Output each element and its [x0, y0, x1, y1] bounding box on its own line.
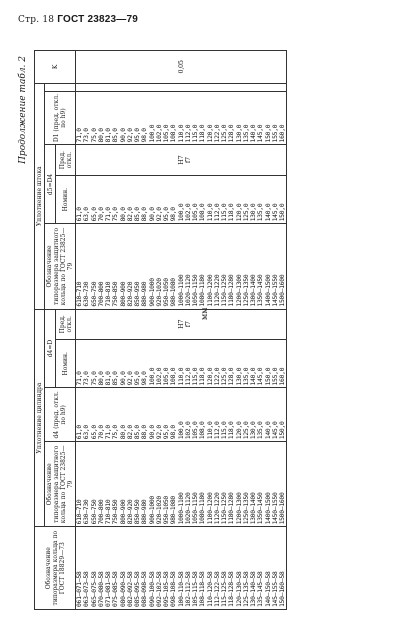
col-d5-tolerance: Пред. откл.	[56, 145, 76, 175]
cell-spacer	[76, 83, 287, 91]
col-k: K	[35, 51, 76, 84]
spacer-cell	[45, 83, 76, 91]
col-d4: d4 (пред. откл. по h9)	[45, 388, 76, 442]
cell-designation: 061—071—58 063—073—58 065—075—58 070—080—58 071—081—58 075—085—58 080—090—58 082—092—58 085—095—58 088—098—58 090—100—58 092—102—58 095—105—58 098—108—58 100—110—58 102—112—58 105—115—58 108—118—58 110—120—58 112—122—58 115—125—58 118—128—58 120—130—58 125—135—58 130—140—58 135—145—58 140—150—58 145—155—58 150—160—58	[76, 527, 287, 610]
cell-d5-nominal: 61,0 63,0 65,0 70,0 71,0 75,0 80,0 82,0 85,0 88,0 90,0 92,0 95,0 98,0 100,0 102,0 105,0 108,0 110,0 112,0 115,0 118,0 120,0 125,0 130,0 135,0 140,0 145,0 150,0	[76, 175, 287, 223]
cell-rod-protective: 610—710 630—730 650—750 700—800 710—810 750—850 800—900 820—920 850—950 880—980 900—1000 920—1020 950—1050 980—1080 1000—1100 1020—1120 1050—1150 1080—1180 1100—1200 1120—1220 1150—1250 1180—1280 1200—1300 1250—1350 1300—1400 1350—1450 1400—1500 1450—1550 1500—1600	[76, 224, 287, 309]
col-d4-tolerance: Пред. откл.	[56, 309, 76, 339]
col-cyl-protective: Обозначение типоразмера защитного кольца по ГОСТ 23825—79	[45, 442, 76, 527]
page-header	[18, 14, 138, 25]
standard-code: ГОСТ 23823—79	[57, 14, 138, 25]
col-d1: D1 (пред. откл. по h9)	[45, 91, 76, 145]
group-cylinder: Уплотнение цилиндра	[35, 309, 45, 527]
dimensions-table	[34, 50, 287, 610]
col-d4-eq-d: d4=D	[45, 309, 56, 388]
col-designation: Обозначение типоразмера кольца по ГОСТ 18829—73	[35, 527, 76, 610]
rotated-table-block	[18, 50, 389, 610]
cell-d5-tolerance: H7 f7	[76, 145, 287, 175]
cell-d4-nominal: 71,0 73,0 75,0 80,0 81,0 85,0 90,0 92,0 95,0 98,0 100,0 102,0 105,0 108,0 110,0 112,0 115,0 118,0 120,0 122,0 125,0 128,0 130,0 135,0 140,0 145,0 150,0 155,0 160,0	[76, 340, 287, 388]
col-d5-nominal: Номин.	[56, 175, 76, 223]
col-rod-protective: Обозначение типоразмера защитного кольца по ГОСТ 23825—79	[45, 224, 76, 309]
unit-label: мм	[200, 307, 209, 320]
cell-d4-tolerance: H7 f7	[76, 309, 287, 339]
cell-cyl-protective: 610—710 630—730 650—750 700—800 710—810 750—850 800—900 820—920 850—950 880—980 900—1000 920—1020 950—1050 980—1080 1000—1100 1020—1120 1050—1150 1080—1180 1100—1200 1120—1220 1150—1250 1180—1280 1200—1300 1250—1350 1300—1400 1350—1450 1400—1500 1450—1550 1500—1600	[76, 442, 287, 527]
col-d5: d5=D4	[45, 145, 56, 224]
cell-k: 0,05	[76, 51, 287, 84]
group-rod: Уплотнение штока	[35, 83, 45, 309]
page-number: Стр. 18	[18, 15, 55, 25]
continuation-label: Продолжение табл. 2	[18, 56, 28, 164]
cell-d1: 71,0 73,0 75,0 80,0 81,0 85,0 90,0 92,0 95,0 98,0 100,0 102,0 105,0 108,0 110,0 112,0 115,0 118,0 120,0 122,0 125,0 128,0 130,0 135,0 140,0 145,0 150,0 155,0 160,0	[76, 91, 287, 145]
col-d4-nominal: Номин.	[56, 340, 76, 388]
cell-d4: 61,0 63,0 65,0 70,0 71,0 75,0 80,0 82,0 85,0 88,0 90,0 92,0 95,0 98,0 100,0 102,0 105,0 108,0 110,0 112,0 115,0 118,0 120,0 125,0 130,0 135,0 140,0 145,0 150,0	[76, 388, 287, 442]
